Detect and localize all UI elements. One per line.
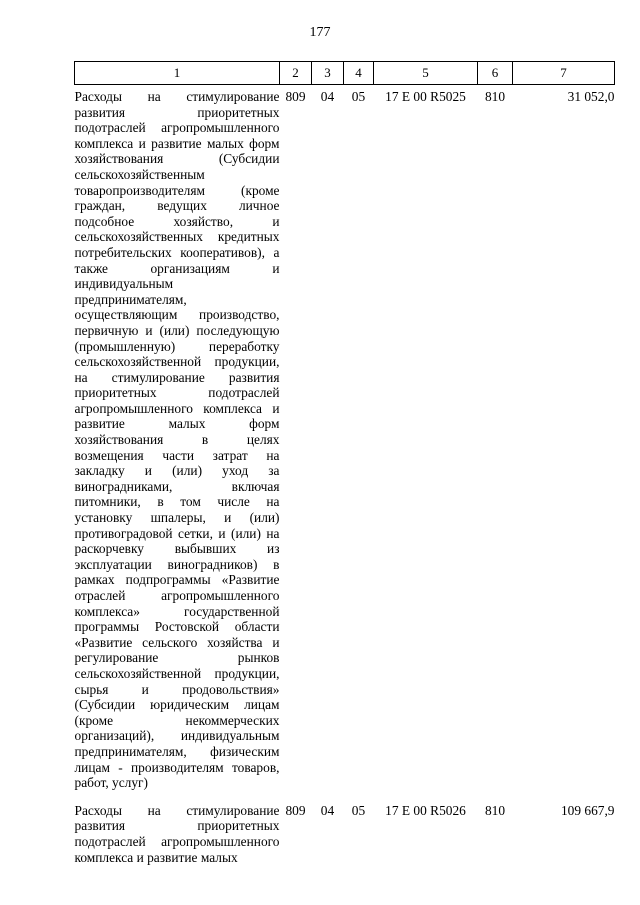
- column-header-1: 1: [75, 62, 280, 85]
- page-number: 177: [309, 25, 331, 40]
- target-article-code: 17 Е 00 R5025: [385, 89, 466, 104]
- section-code: 04: [320, 89, 335, 104]
- section-code: 04: [320, 802, 335, 818]
- expense-description: Расходы на стимулирование развития приоритетных подотраслей агропромышленного комплекса и развитие малых форм хозяйствования (Субсидии сельскохозяйственным товаропроизводителям (кроме граждан, ведущих личное подсобное хозяйство, и сельскохозяйственных кредитных потребительских кооперативов), а также организациям и индивидуальным предпринимателям, осуществляющим производство, первичную и (или) последующую (промышленную) переработку сельскохозяйственной продукции, на стимулирование развития приоритетных подотраслей агропромышленного комплекса и развитие малых форм хозяйствования в целях возмещения части затрат на закладку и (или) уход за виноградниками, включая питомники, в том числе на установку шпалеры, и (или) противоградовой сетки, и (или) на раскорчевку выбывших из эксплуатации виноградников) в рамках подпрограммы «Развитие отраслей агропромышленного комплекса» государственной программы Ростовской области «Развитие сельского хозяйства и регулирование рынков сельскохозяйственной продукции, сырья и продовольствия» (Субсидии юридическим лицам (кроме некоммерческих организаций), индивидуальным предпринимателям, физическим лицам - производителям товаров, работ, услуг): [74, 89, 280, 791]
- subsection-code: 05: [351, 802, 366, 818]
- budget-table: [74, 61, 615, 865]
- subsection-code: 05: [351, 89, 366, 104]
- column-header-6: 6: [478, 62, 513, 85]
- row-spacer: [75, 791, 615, 799]
- table-row: [75, 799, 615, 865]
- column-header-3: 3: [312, 62, 344, 85]
- amount-value: 109 667,9: [560, 802, 615, 818]
- expense-description: Расходы на стимулирование развития приоритетных подотраслей агропромышленного комплекса и развитие малых: [74, 802, 280, 865]
- column-header-5: 5: [374, 62, 478, 85]
- expense-type-code: 810: [484, 89, 506, 104]
- column-header-2: 2: [280, 62, 312, 85]
- table-row: [75, 85, 615, 791]
- expense-type-code: 810: [484, 802, 506, 818]
- target-article-code: 17 Е 00 R5026: [385, 802, 466, 818]
- column-header-7: 7: [513, 62, 615, 85]
- ministry-code: 809: [285, 802, 306, 818]
- column-header-4: 4: [344, 62, 374, 85]
- ministry-code: 809: [285, 89, 306, 104]
- amount-value: 31 052,0: [567, 89, 615, 104]
- table-header-row: [75, 62, 615, 85]
